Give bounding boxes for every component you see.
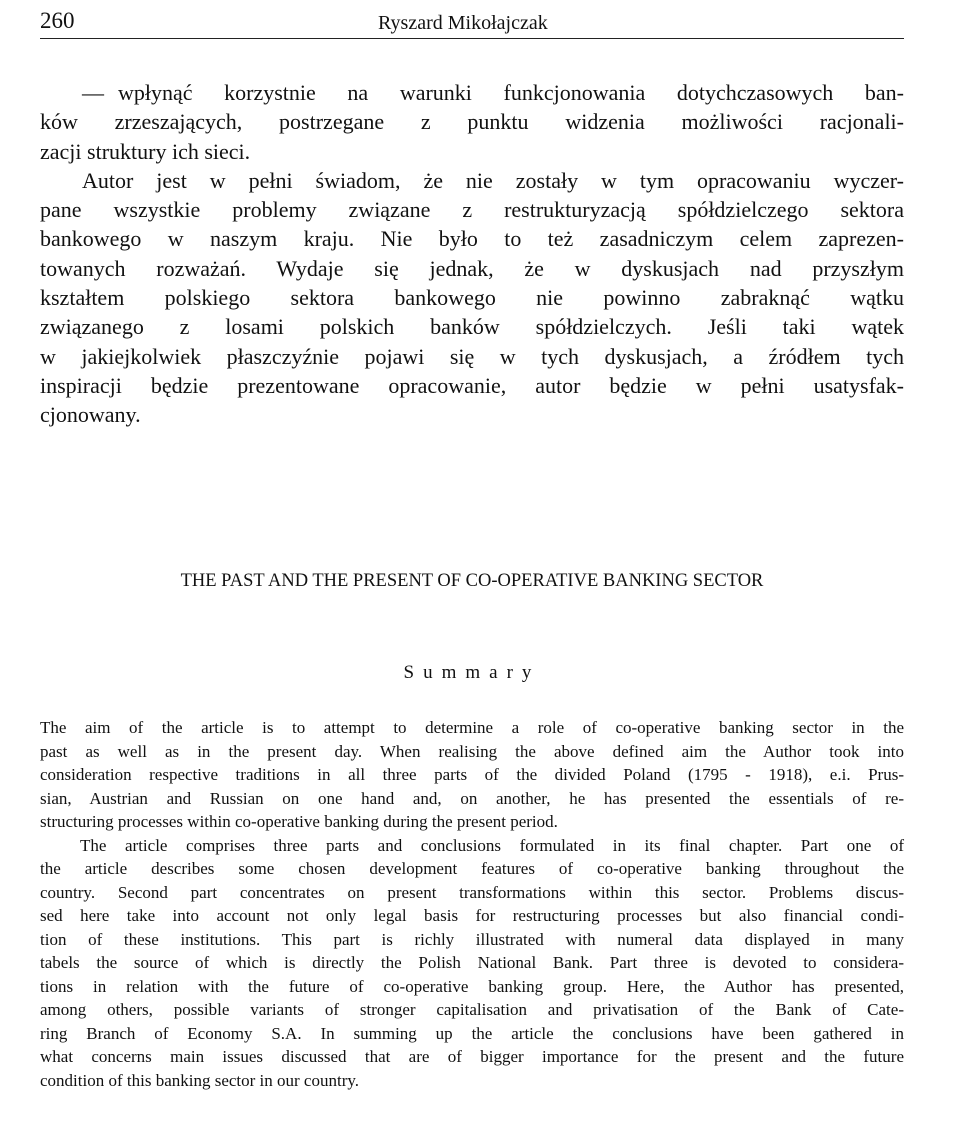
text-line: ków zrzeszających, postrzegane z punktu widzenia możliwości racjonali- (40, 109, 904, 135)
text-line: ring Branch of Economy S.A. In summing up the article the conclusions have been gathered in (40, 1023, 904, 1043)
text-line: inspiracji będzie prezentowane opracowanie, autor będzie w pełni usatysfak- (40, 372, 904, 398)
text-line: bankowego w naszym kraju. Nie było to też zasadniczym celem zaprezen- (40, 226, 904, 252)
text-line: Autor jest w pełni świadom, że nie zostały w tym opracowaniu wyczer- (82, 167, 904, 193)
text-line: sian, Austrian and Russian on one hand and, on another, he has presented the essentials of re- (40, 788, 904, 808)
text-line: zacji struktury ich sieci. (40, 138, 251, 164)
text-line: The aim of the article is to attempt to determine a role of co-operative banking sector in the (40, 718, 904, 737)
text-line: pane wszystkie problemy związane z restrukturyzacją spółdzielczego sektora (40, 197, 904, 223)
text-line: — wpłynąć korzystnie na warunki funkcjonowania dotychczasowych ban- (40, 78, 904, 107)
text-line: tabels the source of which is directly the Polish National Bank. Part three is devoted to considera- (40, 953, 904, 972)
text-line: country. Second part concentrates on present transformations within this sector. Problems discus- (40, 882, 904, 902)
text-line: past as well as in the present day. When realising the above defined aim the Author took into (40, 741, 904, 761)
text-line: the article describes some chosen development features of co-operative banking throughout the (40, 859, 904, 878)
running-head-author: Ryszard Mikołajczak (378, 12, 548, 34)
text-line: cjonowany. (40, 402, 141, 428)
header-rule (40, 38, 904, 39)
page-header (40, 6, 904, 36)
polish-body-text (40, 78, 904, 430)
summary-heading: Summary (403, 662, 541, 683)
text-line: condition of this banking sector in our country. (40, 1070, 360, 1090)
text-line: structuring processes within co-operative banking during the present period. (40, 812, 558, 831)
text-line: kształtem polskiego sektora bankowego nie powinno zabraknąć wątku (40, 285, 904, 311)
text-line: związanego z losami polskich banków spółdzielczych. Jeśli taki wątek (40, 314, 904, 340)
text-line: sed here take into account not only legal basis for restructuring processes but also financial condi- (40, 906, 904, 925)
text-line: what concerns main issues discussed that are of bigger importance for the present and the future (40, 1047, 904, 1066)
page-number: 260 (40, 8, 75, 33)
summary-title: THE PAST AND THE PRESENT OF CO-OPERATIVE BANKING SECTOR (180, 571, 764, 591)
summary-body-text (40, 716, 904, 1092)
text-line: tion of these institutions. This part is richly illustrated with numeral data displayed in many (40, 929, 904, 949)
text-line: tions in relation with the future of co-operative banking group. Here, the Author has presented, (40, 976, 904, 996)
text-line: towanych rozważań. Wydaje się jednak, że w dyskusjach nad przyszłym (40, 255, 904, 281)
text-line: The article comprises three parts and conclusions formulated in its final chapter. Part one of (80, 835, 904, 855)
text-line: consideration respective traditions in all three parts of the divided Poland (1795 - 1918), e.i. Prus- (40, 765, 904, 784)
text-line: among others, possible variants of stronger capitalisation and privatisation of the Bank of Cate- (40, 1000, 904, 1019)
text-line: w jakiejkolwiek płaszczyźnie pojawi się w tych dyskusjach, a źródłem tych (40, 343, 904, 369)
list-dash: — (82, 80, 104, 105)
